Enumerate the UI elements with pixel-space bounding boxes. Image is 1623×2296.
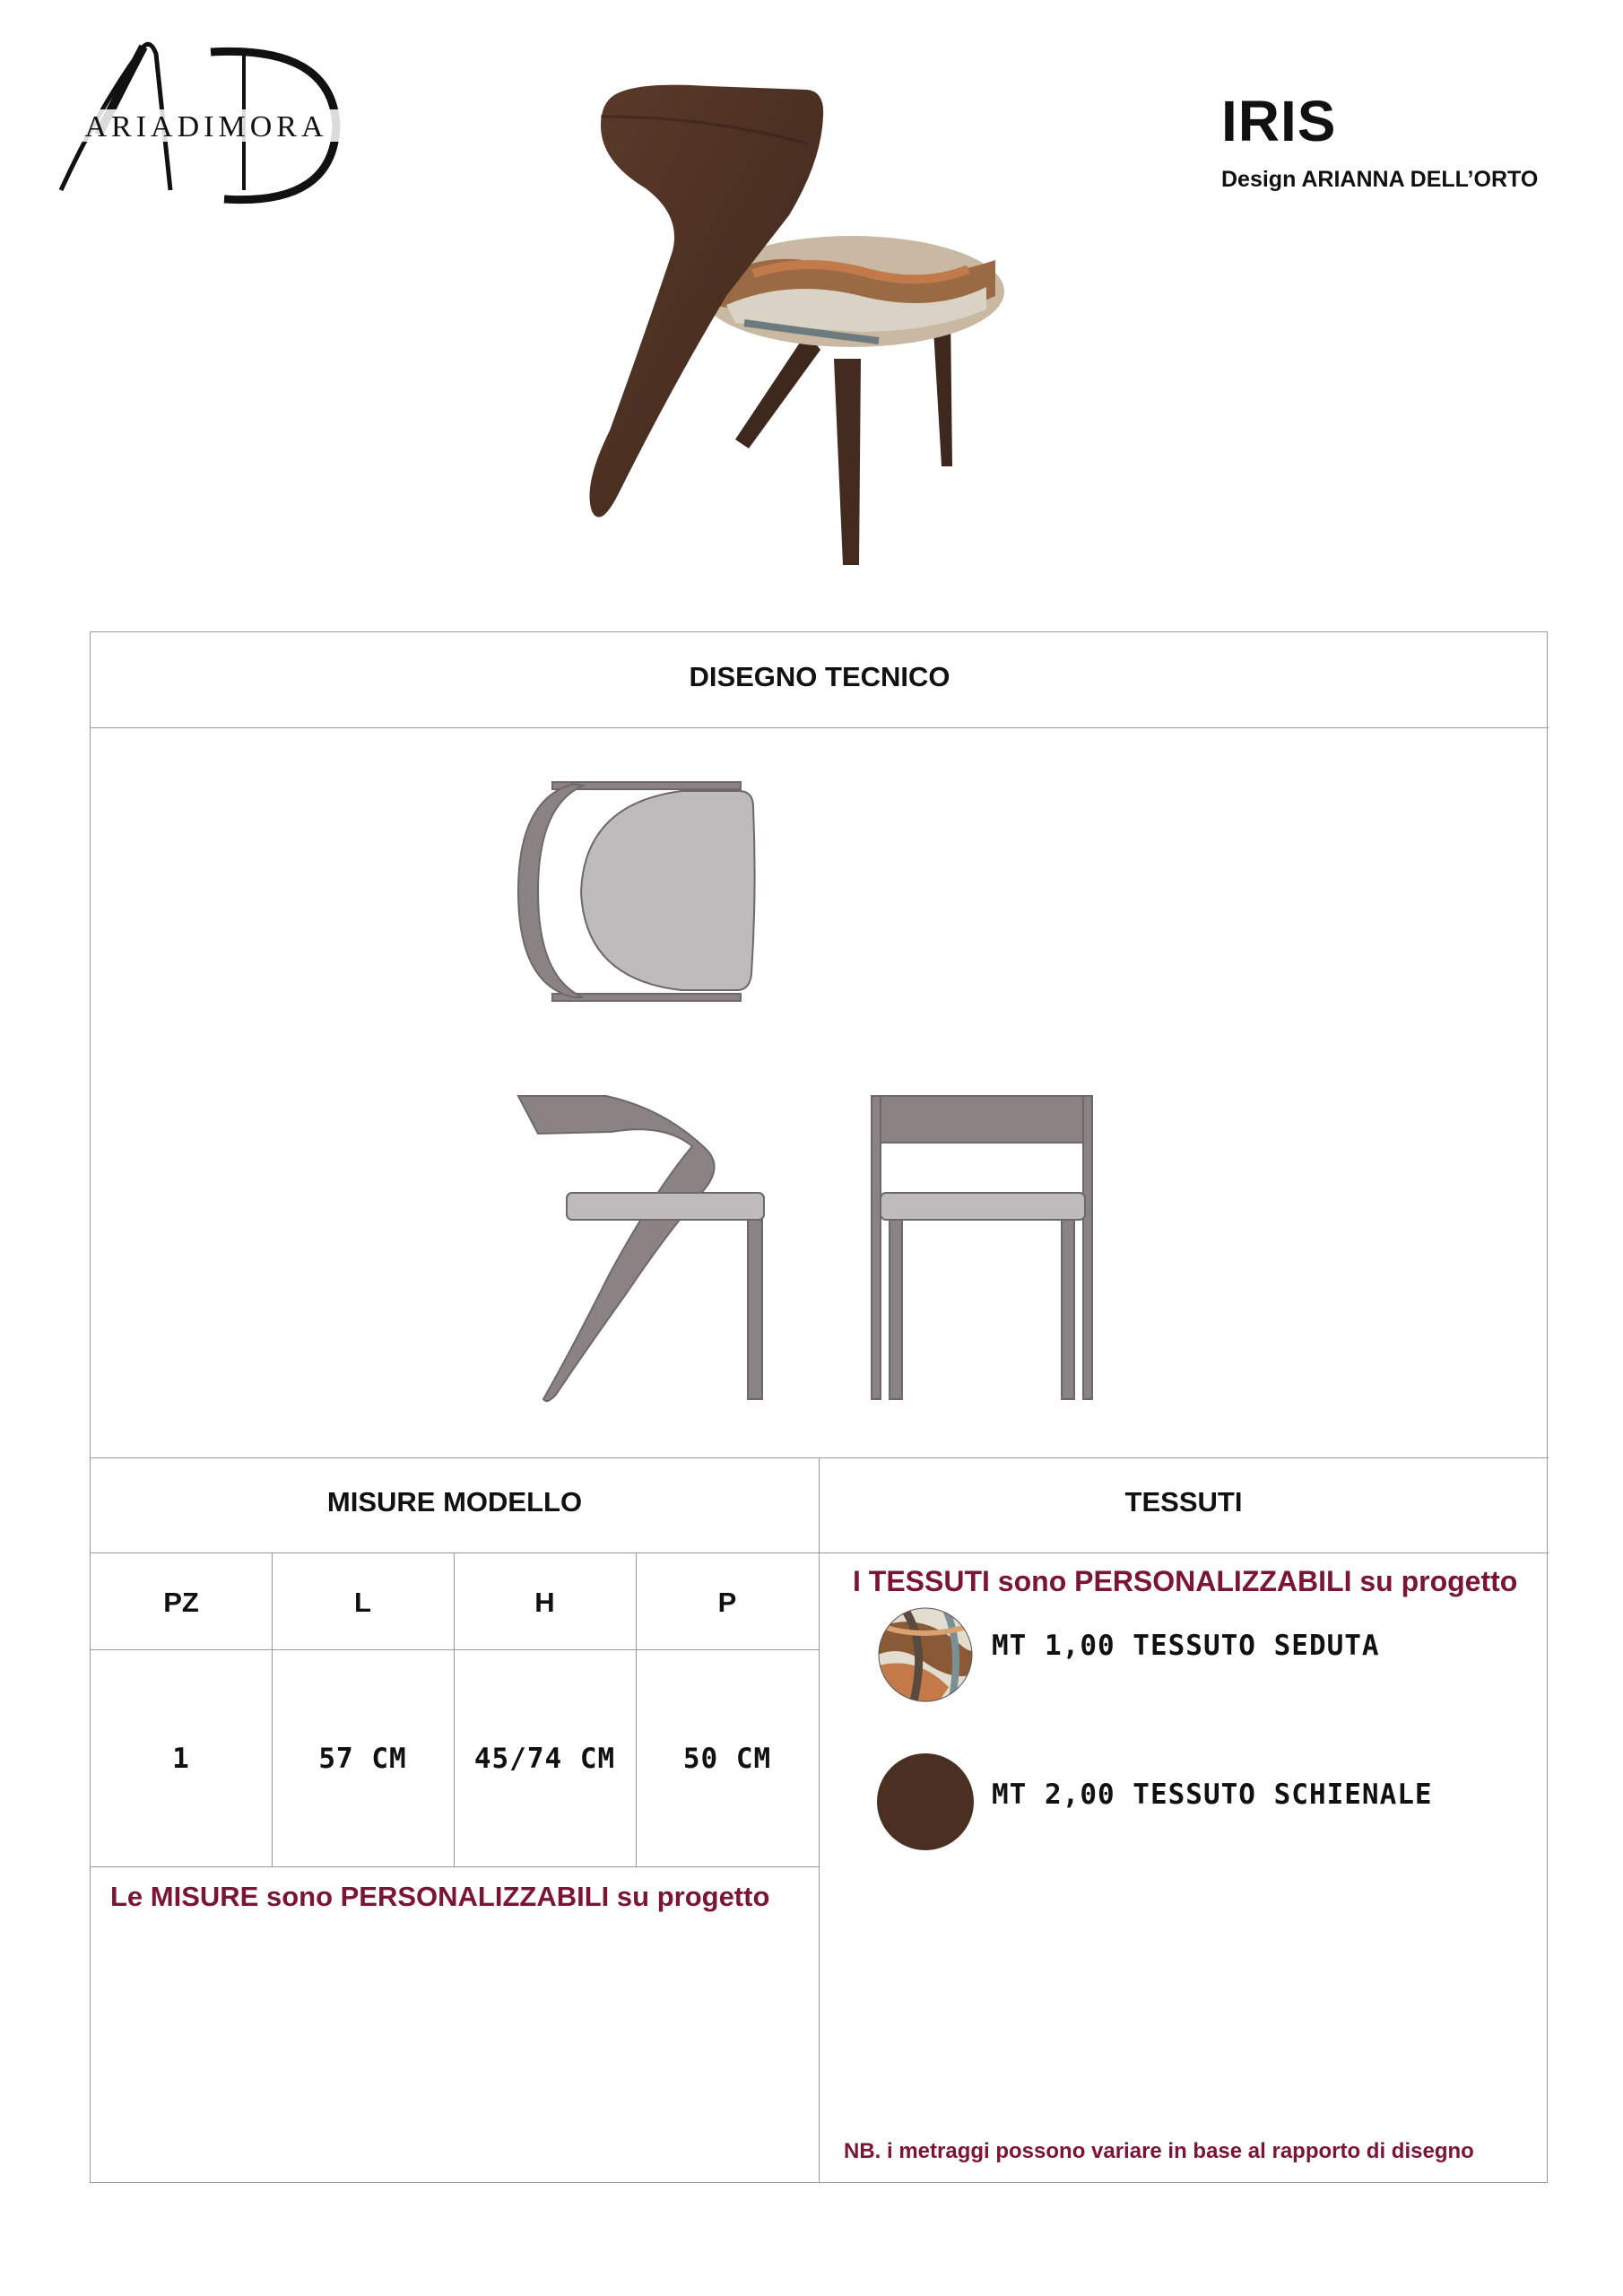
col-header-pz: PZ	[163, 1587, 199, 1618]
cell-l: 57 CM	[318, 1743, 407, 1775]
brand-logo	[36, 27, 377, 215]
fabrics-heading: TESSUTI	[1124, 1486, 1243, 1518]
front-view-drawing	[872, 1096, 1092, 1399]
seat-fabric-label: MT 1,00 TESSUTO SEDUTA	[992, 1630, 1380, 1662]
cell-h: 45/74 CM	[473, 1743, 616, 1775]
side-view-drawing	[518, 1096, 764, 1401]
cell-p: 50 CM	[682, 1743, 772, 1775]
col-header-p: P	[717, 1587, 737, 1618]
designer-credit: Design ARIANNA DELL’ORTO	[1221, 167, 1539, 192]
cell-pz: 1	[172, 1743, 190, 1775]
product-title: IRIS	[1221, 89, 1337, 153]
logo-wordmark: ARIADIMORA	[84, 110, 328, 144]
back-fabric-swatch	[877, 1753, 974, 1850]
fabrics-custom-note: I TESSUTI sono PERSONALIZZABILI su progetto	[853, 1565, 1518, 1597]
technical-drawings	[502, 771, 1130, 1417]
fabrics-footnote: NB. i metraggi possono variare in base al rapporto di disegno	[844, 2139, 1474, 2163]
col-header-h: H	[534, 1587, 555, 1618]
col-header-l: L	[354, 1587, 371, 1618]
seat-fabric-swatch	[877, 1606, 974, 1703]
back-fabric-label: MT 2,00 TESSUTO SCHIENALE	[992, 1779, 1433, 1811]
measures-heading: MISURE MODELLO	[326, 1486, 583, 1518]
measures-custom-note: Le MISURE sono PERSONALIZZABILI su progetto	[110, 1881, 770, 1912]
technical-drawing-heading: DISEGNO TECNICO	[689, 661, 950, 692]
chair-photo	[574, 63, 1022, 583]
top-view-drawing	[518, 782, 755, 1001]
